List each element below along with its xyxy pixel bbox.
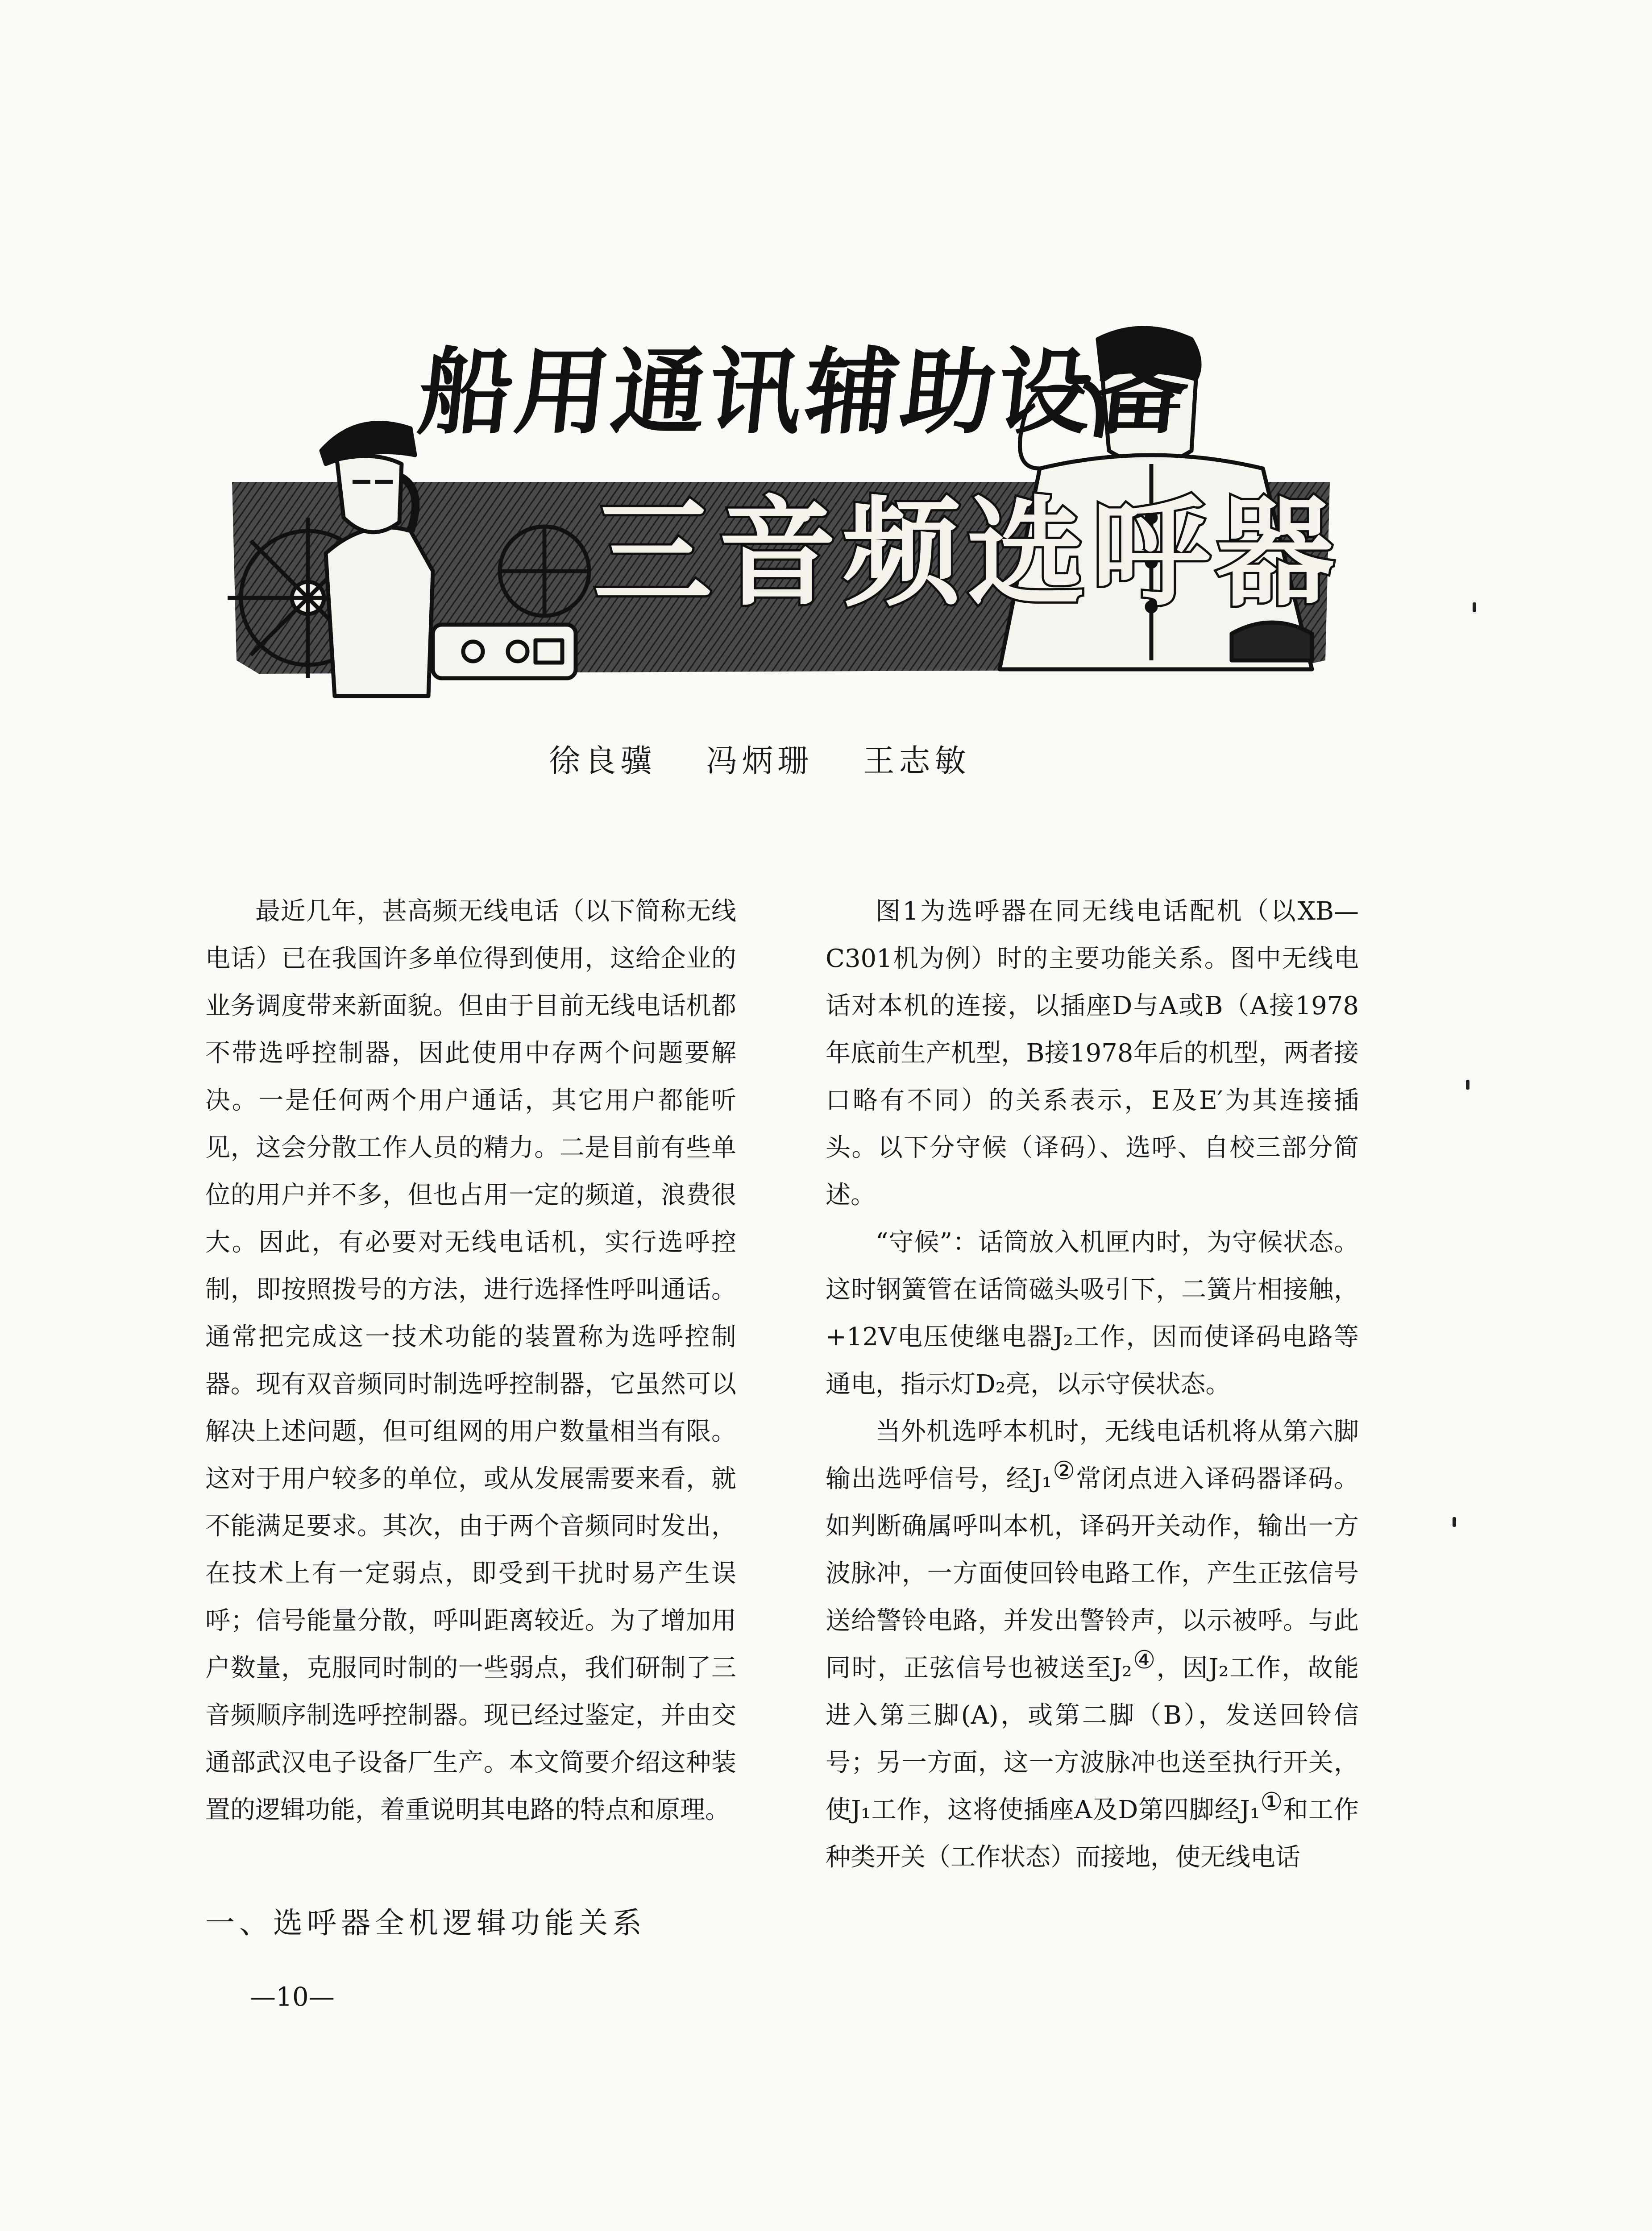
right-column [826,888,1359,1881]
body-paragraph: “守候”：话筒放入机匣内时，为守候状态。这时钢簧管在话筒磁头吸引下，二簧片相接触，+12V电压使继电器J₂工作，因而使译码电路等通电，指示灯D₂亮，以示守侯状态。 [826,1228,1359,1399]
body-paragraph: 图1为选呼器在同无线电话配机（以XB—C301机为例）时的主要功能关系。图中无线电话对本机的连接，以插座D与A或B（A接1978年底前生产机型，B接1978年后的机型，两者接口略有不同）的关系表示，E及E′为其连接插头。以下分守候（译码）、选呼、自校三部分简述。 [826,897,1359,1210]
text-run: ，因J₂工作，故能进入第三脚(A)，或第二脚（B），发送回铃信号；另一方面，这一方波脉冲也送至执行开关，使J₁工作，这将使插座A及D第四脚经J₁ [826,1654,1359,1825]
circled-number: ② [1052,1456,1076,1485]
banner-title: 船用通讯辅助设备 [414,338,1196,447]
author-line [549,736,1129,785]
author-name: 王志敏 [863,742,971,779]
text-run: 和工作种类开关（工作状态）而接地，使无线电话 [826,1796,1359,1872]
scan-speck [1466,1080,1469,1090]
page-number: —10— [250,1982,335,2012]
author-name: 冯炳珊 [706,742,814,779]
scan-speck [1473,602,1476,612]
circled-number: ① [1260,1787,1283,1816]
scan-speck [1453,1517,1456,1527]
title-banner [223,321,1339,705]
section-heading: 一、选呼器全机逻辑功能关系 [205,1906,646,1940]
text-run: 常闭点进入译码器译码。如判断确属呼叫本机，译码开关动作，输出一方波脉冲，一方面使回铃电路工作，产生正弦信号送给警铃电路，并发出警铃声，以示被呼。与此同时，正弦信号也被送至J₂ [826,1464,1359,1683]
circled-number: ④ [1132,1646,1157,1675]
left-column [205,888,736,1834]
author-name: 徐良骥 [549,742,656,779]
text-run: 当外机选呼本机时，无线电话机将从第六脚输出选呼信号，经J₁ [826,1417,1359,1493]
body-paragraph: 最近几年，甚高频无线电话（以下简称无线电话）已在我国许多单位得到使用，这给企业的业务调度带来新面貌。但由于目前无线电话机都不带选呼控制器，因此使用中存两个问题要解决。一是任何两个用户通话，其它用户都能听见，这会分散工作人员的精力。二是目前有些单位的用户并不多，但也占用一定的频道，浪费很大。因此，有必要对无线电话机，实行选呼控制，即按照拨号的方法，进行选择性呼叫通话。通常把完成这一技术功能的装置称为选呼控制器。现有双音频同时制选呼控制器，它虽然可以解决上述问题，但可组网的用户数量相当有限。这对于用户较多的单位，或从发展需要来看，就不能满足要求。其次，由于两个音频同时发出，在技术上有一定弱点，即受到干扰时易产生误呼；信号能量分散，呼叫距离较近。为了增加用户数量，克服同时制的一些弱点，我们研制了三音频顺序制选呼控制器。现已经过鉴定，并由交通部武汉电子设备厂生产。本文简要介绍这种装置的逻辑功能，着重说明其电路的特点和原理。 [205,897,736,1825]
body-paragraph [826,1408,1359,1881]
banner-subtitle: 三音频选呼器 [594,485,1341,622]
